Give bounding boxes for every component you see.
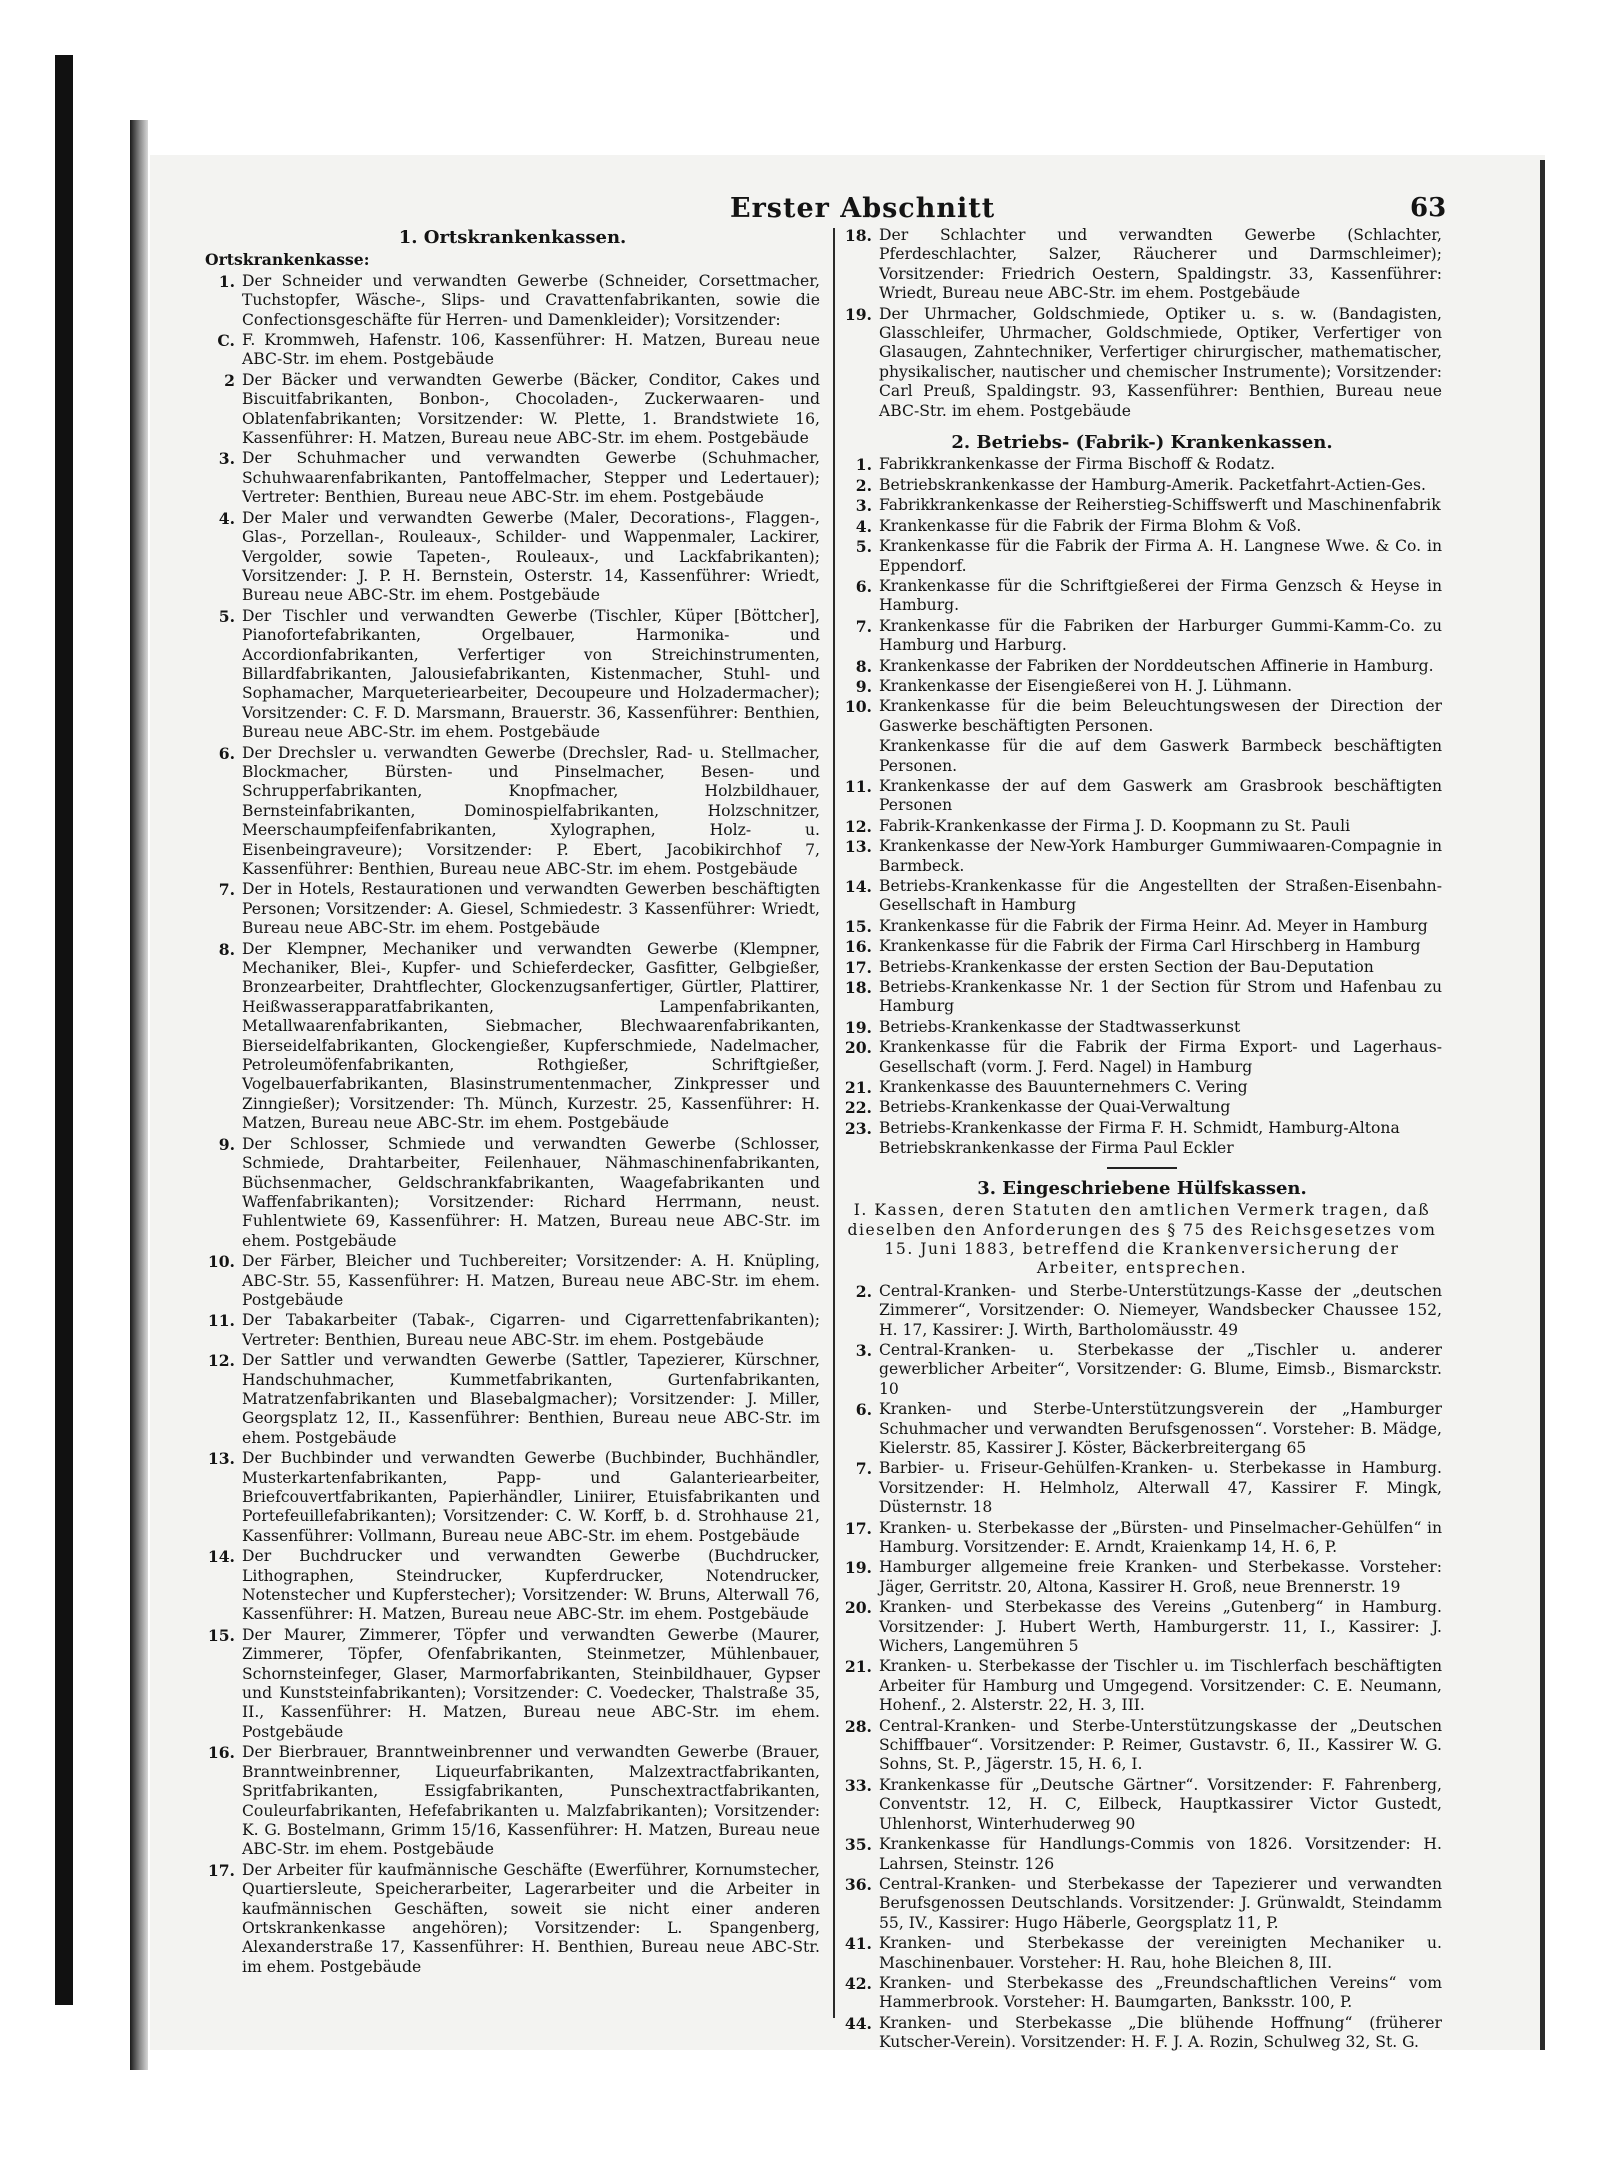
entry-text: Krankenkasse der Eisengießerei von H. J. Lühmann. [879,676,1293,695]
list-item [842,1974,1442,2013]
entry-number: 7. [855,1459,872,1479]
entry-text: Der Schneider und verwandten Gewerbe (Schneider, Corsettmacher, Tuchstopfer, Wäsche-, Slips- und Cravattenfabrikanten, sowie die Confectionsgeschäfte für Herren- und Damenkleider); Vorsitzender: [242,271,820,329]
right-column [842,226,1442,2054]
entry-number: 22. [844,1098,872,1118]
list-item [842,677,1442,696]
list-item [205,1252,820,1310]
entry-text: Betriebs-Krankenkasse der ersten Section der Bau-Deputation [879,957,1374,976]
entry-text: Der Maler und verwandten Gewerbe (Maler, Decorations-, Flaggen-, Glas-, Porzellan-, Rouleaux-, Schilder- und Wappenmaler, Lackirer, Vergolder, sowie Tapeten-, Rouleaux-, und Lackfabrikanten); Vorsitzender: J. P. H. Bernstein, Osterstr. 14, Kassenführer: Wriedt, Bureau neue ABC-Str. im ehem. Postgebäude [242,508,820,605]
entry-number: 36. [844,1874,872,1894]
entry-number: 19. [844,1017,872,1037]
list-item [205,1449,820,1546]
entry-number: 10. [207,1252,235,1272]
running-header: Erster Abschnitt [730,193,996,224]
entry-text: Der Arbeiter für kaufmännische Geschäfte (Ewerführer, Kornumstecher, Quartiersleute, Speicherarbeiter, Lagerarbeiter und die Arbeiter in kaufmännischen Geschäften, soweit sie nicht einer anderen Ortskrankenkasse angehören); Vorsitzender: L. Spangenberg, Alexanderstraße 17, Kassenführer: H. Benthien, Bureau neue ABC-Str. im ehem. Postgebäude [242,1860,820,1976]
entry-number: 8. [218,939,235,959]
section-2-title: 2. Betriebs- (Fabrik-) Krankenkassen. [951,432,1333,454]
list-item [205,371,820,449]
entry-text: Kranken- u. Sterbekasse der „Bürsten- und Pinselmacher-Gehülfen“ in Hamburg. Vorsitzender: E. Arndt, Kraienkamp 14, H. 6, P. [879,1518,1442,1556]
entry-number: 2. [855,1281,872,1301]
entry-number: 12. [207,1351,235,1371]
entry-number: 18. [844,226,872,245]
entry-number: 4. [855,516,872,536]
list-item [842,1558,1442,1597]
entry-text: Krankenkasse für die beim Beleuchtungswesen der Direction der Gaswerke beschäftigten Personen. [879,697,1442,735]
list-item [842,1519,1442,1558]
entry-number: 2. [855,475,872,495]
entry-number: 21. [844,1078,872,1098]
list-item [842,1098,1442,1117]
list-item [842,1139,1442,1158]
entry-number: 13. [207,1449,235,1469]
entry-number: 4. [218,508,235,528]
entry-text: Fabrik-Krankenkasse der Firma J. D. Koopmann zu St. Pauli [879,816,1351,835]
list-item [842,1400,1442,1458]
entry-text: Der Buchbinder und verwandten Gewerbe (Buchbinder, Buchhändler, Musterkartenfabrikanten, Papp- und Galanteriearbeiter, Briefcouvertfabrikanten, Papierhändler, Liniirer, Etuisfabrikanten und Portefeuillefabrikanten); Vorsitzender: C. W. Korff, b. d. Strohhause 21, Kassenführer: Vollmann, Bureau neue ABC-Str. im ehem. Postgebäude [242,1449,820,1545]
entry-number: 18. [844,978,872,998]
entry-text: Betriebskrankenkasse der Hamburg-Amerik. Packetfahrt-Actien-Ges. [879,475,1426,494]
list-item [842,1119,1442,1138]
entry-text: Kranken- und Sterbe-Unterstützungsverein der „Hamburger Schuhmacher und verwandten Berufsgenossen“. Vorsteher: B. Mädge, Kielerstr. 85, Kassirer J. Köster, Bäckerbreitergang 65 [879,1400,1442,1457]
entry-number: 23. [844,1118,872,1138]
list-item [842,1078,1442,1097]
section-3-intro: I. Kassen, deren Statuten den amtlichen Vermerk tragen, daß dieselben den Anforderungen des § 75 des Reichsgesetzes vom 15. Juni 1883, betreffend die Krankenversicherung der Arbeiter, entsprechen. [847,1201,1437,1278]
list-item [842,496,1442,515]
left-column [205,226,820,1978]
entry-text: Betriebs-Krankenkasse der Quai-Verwaltung [879,1098,1231,1117]
entry-number: C. [217,331,235,351]
entry-text: Der Klempner, Mechaniker und verwandten Gewerbe (Klempner, Mechaniker, Blei-, Kupfer- und Schieferdecker, Gasfitter, Gelbgießer, Bronzearbeiter, Drahtflechter, Glockenzugsanfertiger, Gürtler, Plattirer, Heißwasserapparatfabrikanten, Lampenfabrikanten, Metallwaarenfabrikanten, Siebmacher, Blechwaarenfabrikanten, Bierseidelfabrikanten, Glockengießer, Kupferschmiede, Nadelmacher, Petroleumöfenfabrikanten, Rothgießer, Schriftgießer, Vogelbauerfabrikanten, Blasinstrumentenmacher, Zinkpresser und Zinngießer); Vorsitzender: Th. Münch, Kurzestr. 25, Kassenführer: H. Matzen, Bureau neue ABC-Str. im ehem. Postgebäude [242,939,820,1133]
list-item [205,1626,820,1742]
entry-number: 42. [844,1973,872,1993]
entry-number: 3. [855,1340,872,1360]
entry-number: 35. [844,1835,872,1855]
list-item [842,1934,1442,1973]
entry-number: 44. [844,2013,872,2033]
entry-number: 16. [207,1743,235,1763]
entry-number: 11. [207,1311,235,1331]
list-item [842,697,1442,736]
entry-number: 9. [855,676,872,696]
entry-text: Der Färber, Bleicher und Tuchbereiter; Vorsitzender: A. H. Knüpling, ABC-Str. 55, Kassenführer: H. Matzen, Bureau neue ABC-Str. im ehem. Postgebäude [242,1252,820,1309]
entry-number: 1. [218,271,235,291]
entry-text: Central-Kranken- u. Sterbekasse der „Tischler u. anderer gewerblicher Arbeiter“, Vorsitzender: G. Blume, Eimsb., Bismarckstr. 10 [879,1340,1442,1398]
entry-text: Krankenkasse für die Fabrik der Firma Export- und Lagerhaus-Gesellschaft (vorm. J. Ferd. Nagel) in Hamburg [879,1038,1442,1076]
right-top-entry-list [842,226,1442,421]
entry-text: Central-Kranken- und Sterbekasse der Tapezierer und verwandten Berufsgenossen Deutschlands. Vorsitzender: J. Grünwaldt, Steindamm 55, IV., Kassirer: Hugo Häberle, Georgsplatz 11, P. [879,1874,1442,1932]
list-item [842,737,1442,776]
entry-text: Kranken- und Sterbekasse „Die blühende Hoffnung“ (früherer Kutscher-Verein). Vorsitzender: H. F. J. A. Rozin, Schulweg 32, St. G. [879,2013,1442,2052]
list-item [842,476,1442,495]
entry-text: Der Maurer, Zimmerer, Töpfer und verwandten Gewerbe (Maurer, Zimmerer, Töpfer, Ofenfabrikanten, Steinmetzer, Mühlenbauer, Schornsteinfeger, Glaser, Marmorfabrikanten, Steinbildhauer, Gypser und Kunststeinfabrikanten); Vorsitzender: C. Voedecker, Thalstraße 35, II., Kassenführer: H. Matzen, Bureau neue ABC-Str. im ehem. Postgebäude [242,1625,820,1741]
list-item [842,455,1442,474]
list-item [842,577,1442,616]
entry-number: 16. [844,937,872,957]
entry-text: Der Bierbrauer, Branntweinbrenner und verwandten Gewerbe (Brauer, Branntweinbrenner, Liqueurfabrikanten, Malzextractfabrikanten, Spritfabrikanten, Essigfabrikanten, Punschextractfabrikanten, Couleurfabrikanten, Hefefabrikanten u. Malzfabrikanten); Vorsitzender: K. G. Bostelmann, Grimm 15/16, Kassenführer: H. Matzen, Bureau neue ABC-Str. im ehem. Postgebäude [242,1743,820,1859]
entry-number: 5. [855,537,872,557]
entry-text: Betriebs-Krankenkasse Nr. 1 der Section für Strom und Hafenbau zu Hamburg [879,978,1442,1016]
entry-number: 10. [844,697,872,717]
entry-text: Krankenkasse der New-York Hamburger Gummiwaaren-Compagnie in Barmbeck. [879,837,1442,875]
entry-text: Central-Kranken- und Sterbe-Unterstützungs-Kasse der „deutschen Zimmerer“, Vorsitzender: O. Niemeyer, Wandsbecker Chaussee 152, H. 17, Kassirer: J. Wirth, Bartholomäusstr. 49 [879,1281,1442,1339]
entry-number: 7. [855,616,872,636]
list-item [842,517,1442,536]
list-item [842,1341,1442,1399]
entry-number: 6. [855,576,872,596]
list-item [842,1038,1442,1077]
list-item [842,1459,1442,1517]
list-item [205,940,820,1134]
list-item [842,1776,1442,1834]
entry-number: 17. [207,1860,235,1880]
entry-number: 41. [844,1934,872,1954]
entry-number: 19. [844,304,872,324]
entry-number [842,1139,879,1158]
entry-text: Krankenkasse der Fabriken der Norddeutschen Affinerie in Hamburg. [879,656,1434,675]
entry-text: Central-Kranken- und Sterbe-Unterstützungskasse der „Deutschen Schiffbauer“. Vorsitzender: P. Reimer, Gustavstr. 6, II., Kassirer W. G. Sohns, St. P., Jägerstr. 15, H. 6, I. [879,1716,1442,1774]
entry-text: Der Bäcker und verwandten Gewerbe (Bäcker, Conditor, Cakes und Biscuitfabrikanten, Bonbon-, Chocoladen-, Zuckerwaaren- und Oblatenfabrikanten; Vorsitzender: W. Plette, 1. Brandstwiete 16, Kassenführer: H. Matzen, Bureau neue ABC-Str. im ehem. Postgebäude [242,370,820,448]
entry-text: Krankenkasse für die Fabrik der Firma Carl Hirschberg in Hamburg [879,937,1421,956]
entry-text: Krankenkasse für „Deutsche Gärtner“. Vorsitzender: F. Fahrenberg, Conventstr. 12, H. C, Eilbeck, Hauptkassirer Victor Gustedt, Uhlenhorst, Winterhuderweg 90 [879,1775,1442,1833]
section-1-title: 1. Ortskrankenkassen. [398,227,627,248]
entry-number: 17. [844,1518,872,1538]
entry-number: 20. [844,1038,872,1058]
entry-text: Krankenkasse für die Schriftgießerei der Firma Genzsch & Heyse in Hamburg. [879,576,1442,615]
entry-text: Betriebs-Krankenkasse der Firma F. H. Schmidt, Hamburg-Altona [879,1118,1400,1137]
entry-text: Der Drechsler u. verwandten Gewerbe (Drechsler, Rad- u. Stellmacher, Blockmacher, Bürsten- und Pinselmacher, Besen- und Schrupperfabrikanten, Knopfmacher, Holzbildhauer, Bernsteinfabrikanten, Dominospielfabrikanten, Holzschnitzer, Meerschaumpfeifenfabrikanten, Xylographen, Holz- u. Eisenbeingraveure); Vorsitzender: P. Ebert, Jacobikirchhof 7, Kassenführer: Benthien, Bureau neue ABC-Str. im ehem. Postgebäude [242,743,820,878]
list-item [842,226,1442,304]
entry-text: Barbier- u. Friseur-Gehülfen-Kranken- u. Sterbekasse in Hamburg. Vorsitzender: H. Helmholz, Alterwall 47, Kassirer F. Mingk, Düsternstr. 18 [879,1459,1442,1517]
left-entry-list [205,272,820,1977]
list-item [842,1875,1442,1933]
entry-number: 9. [218,1134,235,1154]
list-item [205,1311,820,1350]
entry-number: 21. [844,1657,872,1677]
list-item [842,937,1442,956]
entry-text: Kranken- und Sterbekasse der vereinigten Mechaniker u. Maschinenbauer. Vorsteher: H. Rau, hohe Bleichen 8, III. [879,1934,1442,1972]
list-item [842,617,1442,656]
entry-text: Der Tischler und verwandten Gewerbe (Tischler, Küper [Böttcher], Pianofortefabrikanten, Orgelbauer, Harmonika- und Accordionfabrikanten, Verfertiger von Streichinstrumenten, Billardfabrikanten, Jalousiefabrikanten, Kistenmacher, Stuhl- und Sophamacher, Marqueteriearbeiter, Decoupeure und Holzadermacher); Vorsitzender: C. F. D. Marsmann, Brauerstr. 36, Kassenführer: Benthien, Bureau neue ABC-Str. im ehem. Postgebäude [242,606,820,742]
list-item [842,1717,1442,1775]
list-item [205,449,820,507]
entry-text: Der Schlosser, Schmiede und verwandten Gewerbe (Schlosser, Schmiede, Drahtarbeiter, Feilenhauer, Nähmaschinenfabrikanten, Büchsenmacher, Geldschrankfabrikanten, Waagefabrikanten und Waffenfabrikanten); Vorsitzender: Richard Herrmann, neust. Fuhlentwiete 69, Kassenführer: H. Matzen, Bureau neue ABC-Str. im ehem. Postgebäude [242,1134,820,1250]
entry-text: Der Sattler und verwandten Gewerbe (Sattler, Tapezierer, Kürschner, Handschuhmacher, Kummetfabrikanten, Gurtenfabrikanten, Matratzenfabrikanten und Blasebalgmacher); Vorsitzender: J. Miller, Georgsplatz 12, II., Kassenführer: Benthien, Bureau neue ABC-Str. im ehem. Postgebäude [242,1351,820,1447]
entry-number: 14. [844,877,872,896]
entry-text: Krankenkasse für die Fabrik der Firma Heinr. Ad. Meyer in Hamburg [879,916,1428,935]
entry-text: Kranken- u. Sterbekasse der Tischler u. im Tischlerfach beschäftigten Arbeiter für Hamburg und Umgegend. Vorsitzender: C. E. Neumann, Hohenf., 2. Alsterstr. 22, H. 3, III. [879,1657,1442,1715]
section-2-entry-list [842,455,1442,1158]
entry-number: 17. [844,957,872,977]
list-item [842,917,1442,936]
list-item [842,837,1442,876]
list-item [842,305,1442,421]
entry-text: F. Krommweh, Hafenstr. 106, Kassenführer: H. Matzen, Bureau neue ABC-Str. im ehem. Postgebäude [242,331,820,369]
list-item [842,817,1442,836]
entry-text: Der Schuhmacher und verwandten Gewerbe (Schuhmacher, Schuhwaarenfabrikanten, Pantoffelmacher, Stepper und Ledertauer); Vertreter: Benthien, Bureau neue ABC-Str. im ehem. Postgebäude [242,449,820,507]
entry-text: Der in Hotels, Restaurationen und verwandten Gewerben beschäftigten Personen; Vorsitzender: A. Giesel, Schmiedestr. 3 Kassenführer: Wriedt, Bureau neue ABC-Str. im ehem. Postgebäude [242,880,820,938]
entry-text: Krankenkasse für die auf dem Gaswerk Barmbeck beschäftigten Personen. [879,737,1442,775]
list-item [842,1598,1442,1656]
entry-number: 3. [855,496,872,516]
entry-number: 15. [844,916,872,936]
page-edge [1540,160,1545,2050]
list-item [842,978,1442,1017]
list-item [205,880,820,938]
entry-number: 13. [844,837,872,857]
list-item [205,607,820,743]
subheading-ortskrankenkasse: Ortskrankenkasse: [205,250,370,270]
list-item [842,537,1442,576]
list-item [842,1835,1442,1874]
list-item [842,958,1442,977]
entry-text: Der Schlachter und verwandten Gewerbe (Schlachter, Pferdeschlachter, Salzer, Räucherer und Darmschleimer); Vorsitzender: Friedrich Oestern, Spaldingstr. 33, Kassenführer: Wriedt, Bureau neue ABC-Str. im ehem. Postgebäude [879,226,1442,303]
entry-text: Krankenkasse für die Fabrik der Firma A. H. Langnese Wwe. & Co. in Eppendorf. [879,537,1442,575]
entry-text: Krankenkasse der auf dem Gaswerk am Grasbrook beschäftigten Personen [879,776,1442,815]
list-item [842,877,1442,916]
list-item [842,1657,1442,1715]
entry-number: 15. [207,1625,235,1645]
entry-text: Fabrikkrankenkasse der Firma Bischoff & Rodatz. [879,455,1276,474]
entry-number: 7. [218,880,235,900]
entry-number: 6. [855,1400,872,1420]
entry-number: 3. [218,449,235,469]
list-item [842,777,1442,816]
entry-number: 19. [844,1558,872,1578]
list-item [842,657,1442,676]
list-item [205,1861,820,1977]
entry-number: 1. [855,455,872,475]
entry-text: Fabrikkrankenkasse der Reiherstieg-Schiffswerft und Maschinenfabrik [879,496,1441,515]
entry-number: 2 [224,370,235,390]
entry-number: 6. [218,743,235,763]
entry-text: Krankenkasse für die Fabrik der Firma Blohm & Voß. [879,516,1302,535]
entry-number: 20. [844,1598,872,1618]
list-item [842,2014,1442,2053]
list-item [205,331,820,370]
entry-text: Krankenkasse für die Fabriken der Harburger Gummi-Kamm-Co. zu Hamburg und Harburg. [879,616,1442,655]
entry-number: 14. [207,1547,235,1567]
entry-number: 12. [844,816,872,836]
list-item [205,509,820,606]
section-separator [1107,1167,1177,1169]
entry-number: 33. [844,1775,872,1795]
entry-text: Betriebs-Krankenkasse für die Angestellten der Straßen-Eisenbahn-Gesellschaft in Hamburg [879,877,1442,915]
scan-border [55,55,73,2005]
entry-number: 8. [855,656,872,676]
list-item [842,1018,1442,1037]
list-item [205,1351,820,1448]
page-number: 63 [1410,193,1447,223]
list-item [205,1743,820,1859]
entry-text: Krankenkasse für Handlungs-Commis von 1826. Vorsitzender: H. Lahrsen, Steinstr. 126 [879,1835,1442,1873]
entry-number: 5. [218,606,235,626]
entry-number [842,737,879,776]
entry-text: Hamburger allgemeine freie Kranken- und Sterbekasse. Vorsteher: Jäger, Gerritstr. 20, Altona, Kassirer H. Groß, neue Brennerstr. 19 [879,1558,1442,1596]
book-spine-shadow [130,120,148,2070]
entry-number: 28. [844,1716,872,1736]
entry-number: 11. [844,776,872,796]
list-item [205,272,820,330]
entry-text: Der Uhrmacher, Goldschmiede, Optiker u. s. w. (Bandagisten, Glasschleifer, Uhrmacher, Goldschmiede, Optiker, Verfertiger von Glasaugen, Zahntechniker, Verfertiger chirurgischer, mathematischer, physikalischer, nautischer und chemischer Instrumente); Vorsitzender: Carl Preuß, Spaldingstr. 93, Kassenführer: Benthien, Bureau neue ABC-Str. im ehem. Postgebäude [879,304,1442,420]
entry-text: Krankenkasse des Bauunternehmers C. Vering [879,1078,1248,1097]
entry-text: Kranken- und Sterbekasse des Vereins „Gutenberg“ in Hamburg. Vorsitzender: J. Hubert Werth, Hamburgerstr. 11, I., Kassirer: J. Wichers, Langemühren 5 [879,1598,1442,1656]
list-item [205,1547,820,1625]
entry-text: Betriebskrankenkasse der Firma Paul Eckler [879,1139,1234,1158]
entry-text: Der Tabakarbeiter (Tabak-, Cigarren- und Cigarrettenfabrikanten); Vertreter: Benthien, Bureau neue ABC-Str. im ehem. Postgebäude [242,1311,820,1349]
section-3-title: 3. Eingeschriebene Hülfskassen. [977,1177,1307,1199]
list-item [842,1282,1442,1340]
entry-text: Betriebs-Krankenkasse der Stadtwasserkunst [879,1017,1241,1036]
list-item [205,1135,820,1251]
section-3-entry-list [842,1282,1442,2053]
entry-text: Der Buchdrucker und verwandten Gewerbe (Buchdrucker, Lithographen, Steindrucker, Kupferdrucker, Notendrucker, Notenstecher und Kupferstecher); Vorsitzender: W. Bruns, Alterwall 76, Kassenführer: H. Matzen, Bureau neue ABC-Str. im ehem. Postgebäude [242,1547,820,1624]
list-item [205,744,820,880]
entry-text: Kranken- und Sterbekasse des „Freundschaftlichen Vereins“ vom Hammerbrook. Vorsteher: H. Baumgarten, Banksstr. 100, P. [879,1973,1442,2012]
column-divider [833,228,835,2018]
